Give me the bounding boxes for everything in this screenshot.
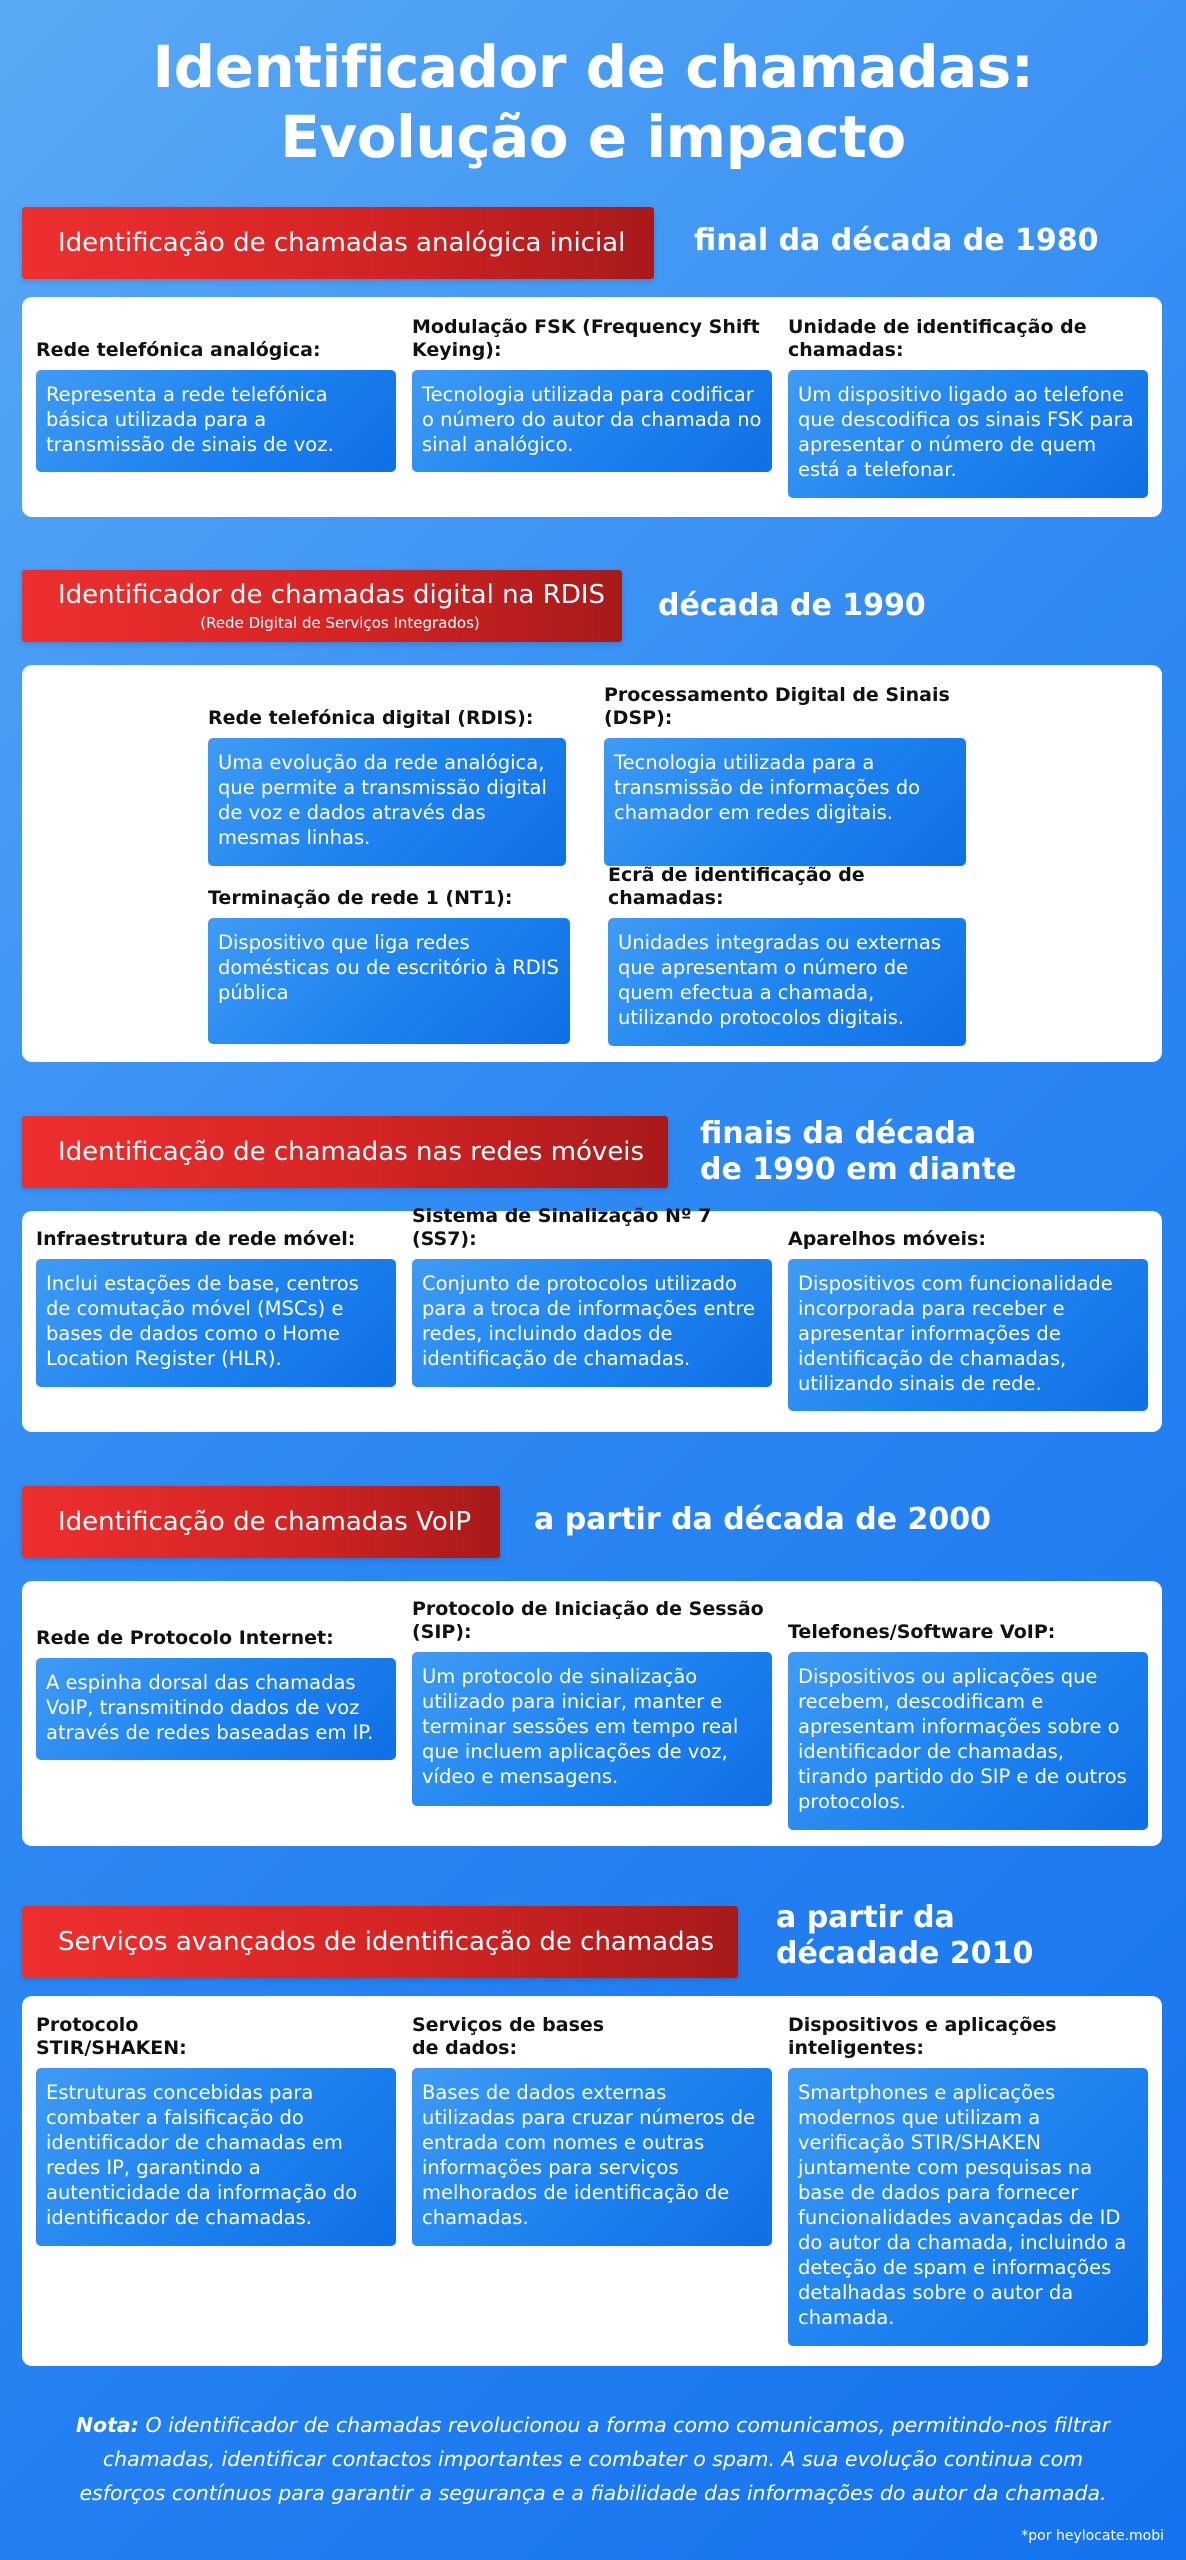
item-description: Dispositivos com funcionalidade incorporada para receber e apresentar informações de identificação de chamadas, utilizando sinais de rede. <box>788 1259 1148 1411</box>
section-advanced <box>22 1900 1162 2366</box>
item-label: Unidade de identificação de chamadas: <box>788 316 1087 361</box>
era-title: Identificação de chamadas VoIP <box>58 1507 472 1537</box>
era-title: Serviços avançados de identificação de chamadas <box>58 1927 715 1957</box>
item-dsp <box>604 684 966 866</box>
item-label: Dispositivos e aplicações inteligentes: <box>788 2014 1057 2059</box>
item-label: Ecrã de identificação de chamadas: <box>608 864 865 909</box>
item-description: Um dispositivo ligado ao telefone que descodifica os sinais FSK para apresentar o número de quem está a telefonar. <box>788 370 1148 498</box>
item-description: Uma evolução da rede analógica, que permite a transmissão digital de voz e dados através das mesmas linhas. <box>208 738 566 866</box>
item-label: Processamento Digital de Sinais (DSP): <box>604 684 950 729</box>
item-description: Conjunto de protocolos utilizado para a troca de informações entre redes, incluindo dados de identificação de chamadas. <box>412 1259 772 1387</box>
era-date-voip: a partir da década de 2000 <box>534 1502 992 1537</box>
item-description: Tecnologia utilizada para a transmissão de informações do chamador em redes digitais. <box>604 738 966 866</box>
item-label: Protocolo de Iniciação de Sessão (SIP): <box>412 1598 764 1643</box>
credit-text: *por heylocate.mobi <box>1021 2528 1164 2544</box>
item-fsk <box>412 316 772 472</box>
item-sip <box>412 1598 772 1806</box>
section-voip <box>22 1486 1162 1846</box>
item-label: Telefones/Software VoIP: <box>788 1621 1056 1643</box>
item-ip-network <box>36 1627 396 1760</box>
item-description: Representa a rede telefónica básica utilizada para a transmissão de sinais de voz. <box>36 370 396 472</box>
item-mobile-devices <box>788 1228 1148 1411</box>
item-caller-id-display <box>608 864 966 1046</box>
page-title-line-1: Identificador de chamadas: <box>152 33 1034 101</box>
era-title: Identificador de chamadas digital na RDIS <box>58 580 606 610</box>
section-card <box>22 1205 1162 1432</box>
item-label: Serviços de bases de dados: <box>412 2014 605 2059</box>
item-label: Rede telefónica analógica: <box>36 339 321 361</box>
section-mobile <box>22 1116 1162 1432</box>
item-label: Terminação de rede 1 (NT1): <box>208 887 513 909</box>
era-title: Identificação de chamadas analógica inicial <box>58 228 626 258</box>
page-title-line-2: Evolução e impacto <box>280 103 906 171</box>
era-banner-voip <box>22 1486 500 1558</box>
item-voip-phones <box>788 1621 1148 1830</box>
era-banner-analog <box>22 207 654 279</box>
era-date-advanced: a partir da décadade 2010 <box>776 1900 1034 1971</box>
item-stir-shaken <box>36 2014 396 2246</box>
item-description: Um protocolo de sinalização utilizado para iniciar, manter e terminar sessões em tempo real que incluem aplicações de voz, vídeo e mensagens. <box>412 1652 772 1806</box>
item-label: Sistema de Sinalização Nº 7 (SS7): <box>412 1205 712 1250</box>
item-analog-network <box>36 339 396 472</box>
section-card <box>22 1996 1162 2366</box>
era-title: Identificação de chamadas nas redes móveis <box>58 1137 645 1167</box>
item-label: Infraestrutura de rede móvel: <box>36 1228 356 1250</box>
item-database-services <box>412 2014 772 2246</box>
item-description: Unidades integradas ou externas que apresentam o número de quem efectua a chamada, utilizando protocolos digitais. <box>608 918 966 1046</box>
item-description: Dispositivos ou aplicações que recebem, descodificam e apresentam informações sobre o identificador de chamadas, tirando partido do SIP e de outros protocolos. <box>788 1652 1148 1830</box>
era-banner-mobile <box>22 1116 668 1188</box>
item-smart-devices <box>788 2014 1148 2346</box>
section-card <box>22 297 1162 517</box>
note-prefix: Nota: <box>75 2413 139 2437</box>
era-subtitle: (Rede Digital de Serviços Integrados) <box>200 614 480 632</box>
item-description: Tecnologia utilizada para codificar o número do autor da chamada no sinal analógico. <box>412 370 772 472</box>
item-label: Rede de Protocolo Internet: <box>36 1627 334 1649</box>
section-card <box>22 1581 1162 1846</box>
era-banner-isdn <box>22 570 622 642</box>
item-digital-network <box>208 707 566 866</box>
item-label: Rede telefónica digital (RDIS): <box>208 707 534 729</box>
item-label: Modulação FSK (Frequency Shift Keying): <box>412 316 760 361</box>
era-banner-advanced <box>22 1906 738 1978</box>
item-label: Aparelhos móveis: <box>788 1228 986 1250</box>
note-text: O identificador de chamadas revolucionou a forma como comunicamos, permitindo-nos filtrar chamadas, identificar contactos importantes e combater o spam. A sua evolução continua com esforços contínuos para garantir a segurança e a fiabilidade das informações do autor da chamada. <box>79 2413 1111 2505</box>
item-description: Dispositivo que liga redes domésticas ou de escritório à RDIS pública <box>208 918 570 1044</box>
item-ss7 <box>412 1205 772 1387</box>
item-mobile-infrastructure <box>36 1228 396 1387</box>
item-description: Estruturas concebidas para combater a falsificação do identificador de chamadas em redes IP, garantindo a autenticidade da informação do identificador de chamadas. <box>36 2068 396 2246</box>
item-description: Inclui estações de base, centros de comutação móvel (MSCs) e bases de dados como o Home Location Register (HLR). <box>36 1259 396 1387</box>
era-date-isdn: década de 1990 <box>658 588 926 623</box>
page-title <box>0 32 1186 172</box>
item-nt1 <box>208 887 570 1044</box>
era-date-analog: final da década de 1980 <box>694 223 1099 258</box>
section-card <box>22 665 1162 1062</box>
section-isdn <box>22 570 1162 1062</box>
item-label: Protocolo STIR/SHAKEN: <box>36 2014 187 2059</box>
item-description: Bases de dados externas utilizadas para cruzar números de entrada com nomes e outras informações para serviços melhorados de identificação de chamadas. <box>412 2068 772 2246</box>
item-description: A espinha dorsal das chamadas VoIP, transmitindo dados de voz através de redes baseadas em IP. <box>36 1658 396 1760</box>
era-date-mobile: finais da década de 1990 em diante <box>700 1116 1017 1187</box>
footer-note <box>60 2408 1126 2510</box>
item-description: Smartphones e aplicações modernos que utilizam a verificação STIR/SHAKEN juntamente com pesquisas na base de dados para fornecer funcionalidades avançadas de ID do autor da chamada, incluindo a deteção de spam e informações detalhadas sobre o autor da chamada. <box>788 2068 1148 2346</box>
section-analog <box>22 207 1162 517</box>
item-caller-id-unit <box>788 316 1148 498</box>
